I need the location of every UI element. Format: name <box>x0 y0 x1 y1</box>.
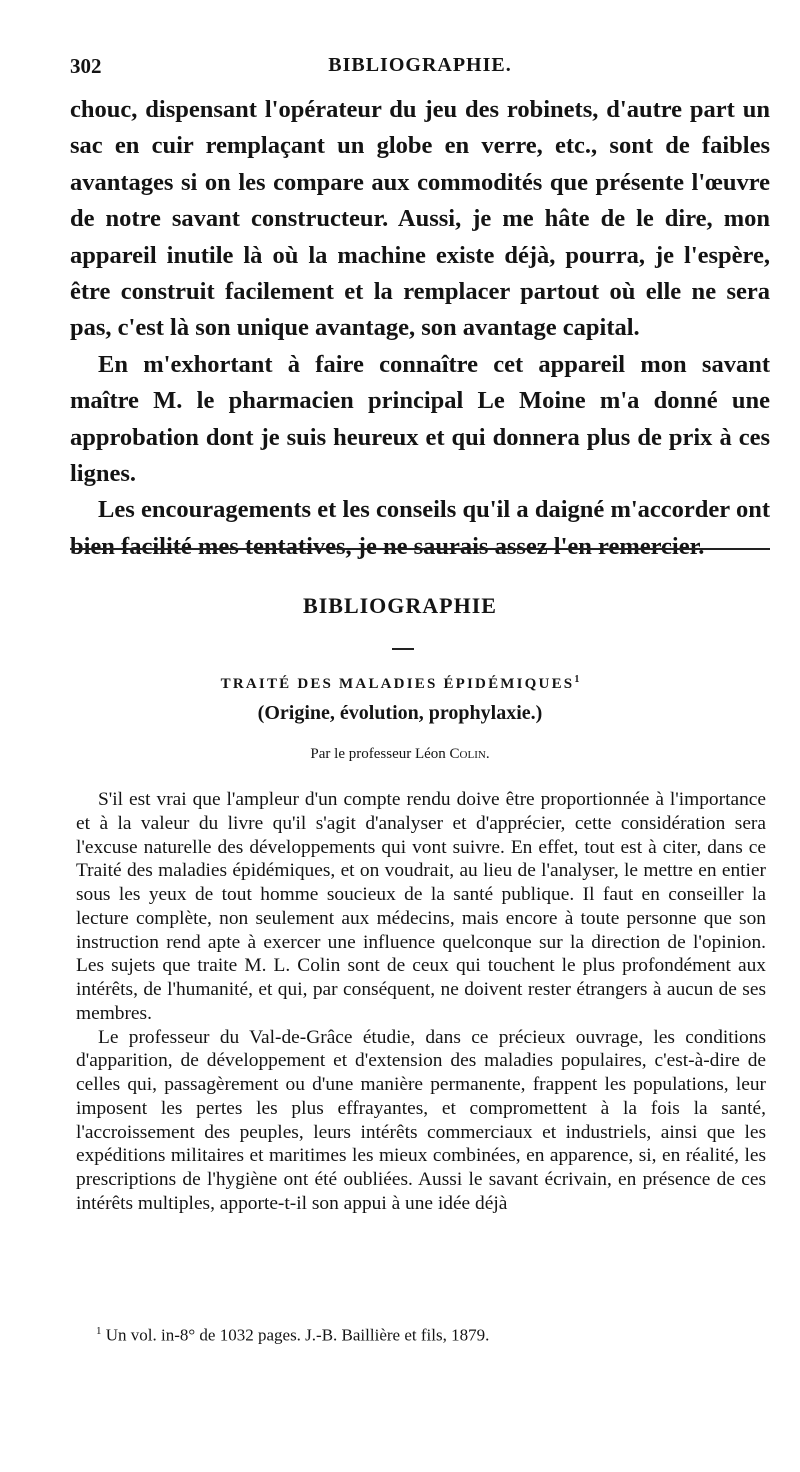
author-name: Colin. <box>449 746 490 762</box>
book-subtitle: (Origine, évolution, prophylaxie.) <box>257 702 543 724</box>
section-divider <box>70 548 770 550</box>
page-header <box>70 54 770 84</box>
book-title <box>0 674 800 693</box>
footnote-text: Un vol. in-8° de 1032 pages. J.-B. Baillière et fils, 1879. <box>105 1325 490 1345</box>
footnote <box>76 1325 776 1346</box>
book-title-text: TRAITÉ DES MALADIES ÉPIDÉMIQUES <box>220 676 575 692</box>
review-paragraph: Le professeur du Val-de-Grâce étudie, dans ce précieux ouvrage, les conditions d'apparition, de développement et d'extension des maladies populaires, c'est-à-dire de celles qui, passagèrement ou d'une manière permanente, frappent les populations, leur imposent les pertes les plus effrayantes, et compromettent à la fois la santé, l'accroissement des peuples, leurs intérêts commerciaux et industriels, ainsi que les expéditions militaires et maritimes les mieux combinées, en apparence, si, en réalité, les prescriptions de l'hygiène ont été oubliées. Aussi le savant écrivain, en présence de ces intérêts multiples, apporte-t-il son appui à une idée déjà <box>76 1026 766 1214</box>
article-conclusion <box>70 92 770 565</box>
section-title: BIBLIOGRAPHIE <box>303 593 497 618</box>
title-dash <box>392 648 414 650</box>
paragraph: En m'exhortant à faire connaître cet appareil mon savant maître M. le pharmacien principal Le Moine m'a donné une approbation dont je suis heureux et qui donnera plus de prix à ces lignes. <box>70 350 770 488</box>
review-text <box>76 788 766 1216</box>
author-prefix: Par le professeur Léon <box>310 746 446 762</box>
paragraph: chouc, dispensant l'opérateur du jeu des robinets, d'autre part un sac en cuir remplaçant un globe en verre, etc., sont de faibles avantages si on les compare aux commodités que présente l'œuvre de notre savant constructeur. Aussi, je me hâte de le dire, mon appareil inutile là où la machine existe déjà, pourra, je l'espère, être construit facilement et la remplacer partout où elle ne sera pas, c'est là son unique avantage, son avantage capital. <box>70 96 770 342</box>
footnote-marker: 1 <box>574 674 580 685</box>
footnote-number: 1 <box>96 1325 102 1337</box>
review-paragraph: S'il est vrai que l'ampleur d'un compte rendu doive être proportionnée à l'importance et à la valeur du livre qu'il s'agit d'analyser et d'apprécier, cette considération sera l'excuse naturelle des développements qui vont suivre. En effet, tout est à citer, dans ce Traité des maladies épidémiques, et on voudrait, au lieu de l'analyser, le mettre en entier sous les yeux de tout homme soucieux de la santé publique. Il faut en conseiller la lecture complète, non seulement aux médecins, mais encore à toute personne que son instruction rend apte à exercer une influence quelconque sur la direction de l'opinion. Les sujets que traite M. L. Colin sont de ceux qui touchent le plus profondément aux intérêts, de l'humanité, et qui, par conséquent, ne doivent rester étrangers à aucun de ses membres. <box>76 789 766 1024</box>
running-head: BIBLIOGRAPHIE. <box>328 54 512 76</box>
paragraph: Les encouragements et les conseils qu'il a daigné m'accorder ont bien facilité mes tentatives, je ne saurais assez l'en remercier. <box>70 496 770 560</box>
book-author <box>0 746 800 763</box>
page-number: 302 <box>70 54 102 78</box>
